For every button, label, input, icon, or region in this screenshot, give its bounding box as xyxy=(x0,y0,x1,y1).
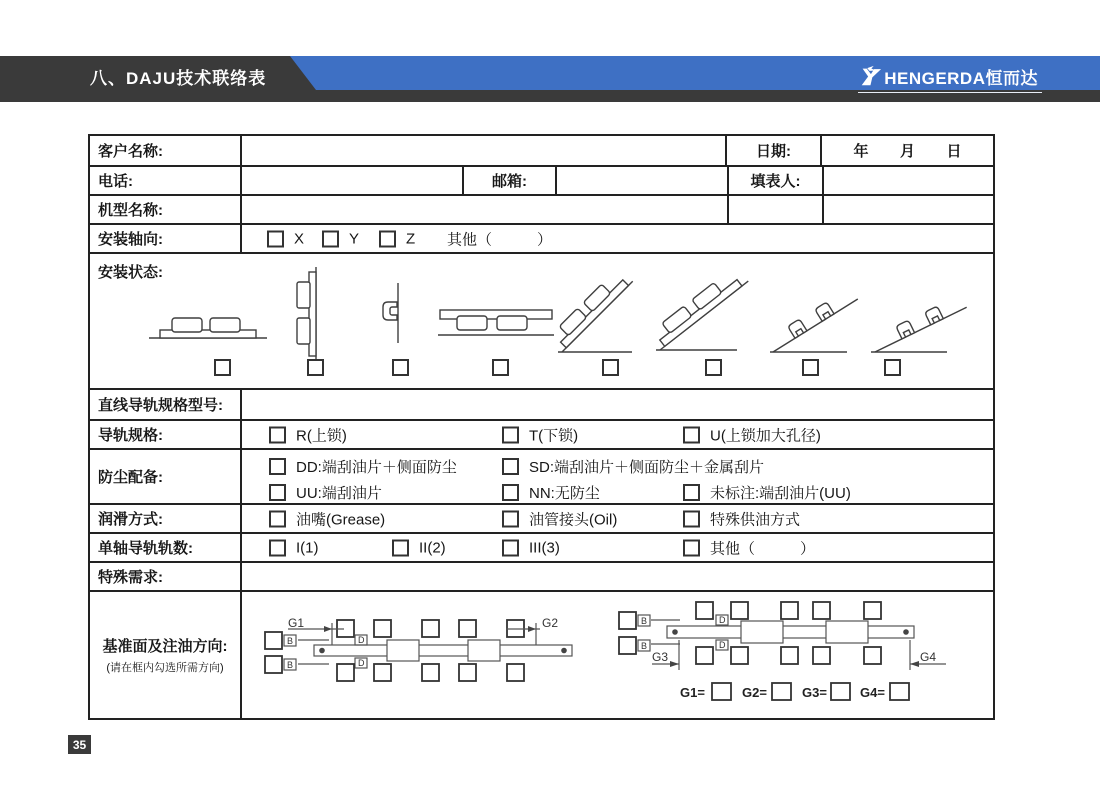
lube-label: 润滑方式: xyxy=(90,505,242,532)
checkbox-lube-special[interactable] xyxy=(683,510,700,527)
checkbox-dust-uu[interactable] xyxy=(269,484,286,501)
datum-direction-checkbox[interactable] xyxy=(422,620,439,637)
rail-count-options xyxy=(242,534,993,561)
row-axis xyxy=(90,223,993,252)
option-dust-sd[interactable] xyxy=(502,456,764,477)
technical-contact-form xyxy=(88,134,995,720)
checkbox-lube-grease[interactable] xyxy=(269,510,286,527)
datum-direction-checkbox[interactable] xyxy=(864,602,881,619)
checkbox-rail-spec-u[interactable] xyxy=(683,426,700,443)
empty-cell xyxy=(727,196,822,223)
datum-d-tag: D xyxy=(719,615,726,625)
g2-value-box[interactable] xyxy=(772,683,791,700)
checkbox-state-6[interactable] xyxy=(705,359,722,376)
datum-b-tag: B xyxy=(287,660,294,670)
checkbox-axis-x[interactable] xyxy=(267,230,284,247)
datum-direction-checkbox[interactable] xyxy=(619,637,636,654)
checkbox-state-8[interactable] xyxy=(884,359,901,376)
datum-direction-checkbox[interactable] xyxy=(813,647,830,664)
option-label: II(2) xyxy=(419,539,446,556)
installation-state-cell xyxy=(90,254,993,388)
g3-value-label: G3= xyxy=(802,685,827,700)
g4-value-label: G4= xyxy=(860,685,885,700)
special-label: 特殊需求: xyxy=(90,563,242,590)
checkbox-state-1[interactable] xyxy=(214,359,231,376)
option-axis-other[interactable] xyxy=(447,228,552,249)
option-label: 特殊供油方式 xyxy=(710,511,801,528)
row-installation-state xyxy=(90,252,993,388)
option-lube-grease[interactable] xyxy=(269,508,385,529)
datum-diagram-left xyxy=(254,614,584,714)
datum-b-tag: B xyxy=(287,636,294,646)
row-rail-spec xyxy=(90,419,993,448)
checkbox-count-1[interactable] xyxy=(269,539,286,556)
option-label: 其他（ ） xyxy=(447,231,553,248)
option-label: 油嘴(Grease) xyxy=(296,511,386,528)
mount-diagram-incline-38 xyxy=(652,262,767,354)
option-label: Z xyxy=(406,230,416,247)
option-label: T(下锁) xyxy=(529,427,579,444)
page-title: 八、DAJU技术联络表 xyxy=(90,69,267,88)
datum-direction-checkbox[interactable] xyxy=(459,664,476,681)
checkbox-count-3[interactable] xyxy=(502,539,519,556)
phone-label: 电话: xyxy=(90,167,242,194)
datum-direction-checkbox[interactable] xyxy=(459,620,476,637)
option-label: UU:端刮油片 xyxy=(296,485,382,502)
datum-direction-checkbox[interactable] xyxy=(696,602,713,619)
checkbox-dust-sd[interactable] xyxy=(502,458,519,475)
option-label: R(上锁) xyxy=(296,427,347,444)
datum-d-tag: D xyxy=(358,658,365,668)
checkbox-lube-oil[interactable] xyxy=(502,510,519,527)
datum-label: 基准面及注油方向: xyxy=(102,638,228,655)
row-lube xyxy=(90,503,993,532)
mount-diagram-inverted xyxy=(437,307,555,339)
model-name-label: 机型名称: xyxy=(90,196,242,223)
checkbox-state-4[interactable] xyxy=(492,359,509,376)
date-unit-year: 年 xyxy=(853,143,869,160)
state-label: 安装状态: xyxy=(98,264,163,281)
g3-value-box[interactable] xyxy=(831,683,850,700)
datum-diagrams xyxy=(242,592,993,718)
special-field[interactable] xyxy=(242,563,993,590)
mount-diagram-incline-32 xyxy=(767,276,872,356)
logo-text: HENGERDA恒而达 xyxy=(884,68,1038,88)
email-label: 邮箱: xyxy=(462,167,555,194)
date-label: 日期: xyxy=(725,136,820,165)
row-guide-model xyxy=(90,388,993,419)
g4-value-box[interactable] xyxy=(890,683,909,700)
row-phone xyxy=(90,165,993,194)
axis-options xyxy=(242,225,993,252)
dim-g3: G3 xyxy=(652,650,669,664)
option-label: I(1) xyxy=(296,539,319,556)
row-customer xyxy=(90,136,993,165)
logo-icon xyxy=(858,65,882,87)
datum-label-cell xyxy=(90,592,242,718)
option-axis-z[interactable] xyxy=(379,230,415,247)
row-model xyxy=(90,194,993,223)
option-rail-spec-u[interactable] xyxy=(683,424,821,445)
option-lube-oil[interactable] xyxy=(502,508,617,529)
datum-d-tag: D xyxy=(358,635,365,645)
row-datum xyxy=(90,590,993,718)
option-rail-spec-r[interactable] xyxy=(269,424,347,445)
datum-direction-checkbox[interactable] xyxy=(696,647,713,664)
option-label: 其他（ ） xyxy=(710,540,816,557)
datum-direction-checkbox[interactable] xyxy=(422,664,439,681)
datum-direction-checkbox[interactable] xyxy=(813,602,830,619)
option-label: 未标注:端刮油片(UU) xyxy=(710,485,851,502)
checkbox-dust-dd[interactable] xyxy=(269,458,286,475)
g2-value-label: G2= xyxy=(742,685,767,700)
datum-diagram-right xyxy=(610,600,955,712)
datum-d-tag: D xyxy=(719,640,726,650)
row-dust xyxy=(90,448,993,503)
option-dust-dd[interactable] xyxy=(269,456,457,477)
checkbox-state-5[interactable] xyxy=(602,359,619,376)
filler-label: 填表人: xyxy=(727,167,822,194)
datum-direction-checkbox[interactable] xyxy=(374,664,391,681)
checkbox-state-7[interactable] xyxy=(802,359,819,376)
customer-name-field[interactable] xyxy=(242,136,725,165)
option-label: U(上锁加大孔径) xyxy=(710,427,821,444)
option-axis-y[interactable] xyxy=(322,230,359,247)
checkbox-state-2[interactable] xyxy=(307,359,324,376)
option-count-1[interactable] xyxy=(269,539,319,556)
datum-direction-checkbox[interactable] xyxy=(265,656,282,673)
datum-direction-checkbox[interactable] xyxy=(864,647,881,664)
datum-sublabel: (请在框内勾选所需方向) xyxy=(106,662,224,674)
datum-b-tag: B xyxy=(641,616,648,626)
option-label: III(3) xyxy=(529,539,560,556)
customer-name-label: 客户名称: xyxy=(90,136,242,165)
option-rail-spec-t[interactable] xyxy=(502,424,578,445)
row-rail-count xyxy=(90,532,993,561)
option-dust-uu[interactable] xyxy=(269,482,382,503)
date-unit-day: 日 xyxy=(946,143,962,160)
datum-direction-checkbox[interactable] xyxy=(507,664,524,681)
company-logo xyxy=(858,61,1042,93)
guide-model-field[interactable] xyxy=(242,390,993,419)
option-dust-nn[interactable] xyxy=(502,482,600,503)
filler-field[interactable] xyxy=(822,167,993,194)
datum-direction-checkbox[interactable] xyxy=(265,632,282,649)
datum-direction-checkbox[interactable] xyxy=(781,647,798,664)
g1-value-box[interactable] xyxy=(712,683,731,700)
option-dust-unmarked[interactable] xyxy=(683,482,851,503)
option-label: NN:无防尘 xyxy=(529,485,600,502)
empty-cell xyxy=(822,196,993,223)
mount-diagram-side xyxy=(380,282,404,344)
row-special xyxy=(90,561,993,590)
option-label: X xyxy=(294,230,305,247)
datum-direction-checkbox[interactable] xyxy=(781,602,798,619)
mount-diagram-incline-26 xyxy=(869,284,974,356)
option-label: SD:端刮油片＋侧面防尘＋金属刮片 xyxy=(529,459,765,476)
phone-field[interactable] xyxy=(242,167,462,194)
option-count-2[interactable] xyxy=(392,539,446,556)
guide-model-label: 直线导轨规格型号: xyxy=(90,390,242,419)
checkbox-count-other[interactable] xyxy=(683,539,700,556)
date-field[interactable] xyxy=(820,136,993,165)
model-name-field[interactable] xyxy=(242,196,727,223)
dim-g2: G2 xyxy=(542,616,559,630)
rail-count-label: 单轴导轨轨数: xyxy=(90,534,242,561)
checkbox-axis-z[interactable] xyxy=(379,230,396,247)
checkbox-dust-unmarked[interactable] xyxy=(683,484,700,501)
option-label: DD:端刮油片＋侧面防尘 xyxy=(296,459,457,476)
rail-spec-label: 导轨规格: xyxy=(90,421,242,448)
g1-value-label: G1= xyxy=(680,685,705,700)
checkbox-rail-spec-r[interactable] xyxy=(269,426,286,443)
date-unit-month: 月 xyxy=(899,143,915,160)
option-count-3[interactable] xyxy=(502,539,560,556)
datum-direction-checkbox[interactable] xyxy=(731,647,748,664)
axis-label: 安装轴向: xyxy=(90,225,242,252)
dim-g4: G4 xyxy=(920,650,937,664)
header-bar xyxy=(0,56,1100,102)
option-label: Y xyxy=(349,230,360,247)
mount-diagram-vertical xyxy=(295,266,323,362)
checkbox-count-2[interactable] xyxy=(392,539,409,556)
option-lube-special[interactable] xyxy=(683,508,800,529)
datum-direction-checkbox[interactable] xyxy=(619,612,636,629)
checkbox-rail-spec-t[interactable] xyxy=(502,426,519,443)
lube-options xyxy=(242,505,993,532)
page-number-badge: 35 xyxy=(68,735,91,754)
datum-direction-checkbox[interactable] xyxy=(731,602,748,619)
checkbox-state-3[interactable] xyxy=(392,359,409,376)
mount-diagram-flat xyxy=(148,307,268,343)
checkbox-dust-nn[interactable] xyxy=(502,484,519,501)
email-field[interactable] xyxy=(555,167,727,194)
datum-direction-checkbox[interactable] xyxy=(337,664,354,681)
rail-spec-options xyxy=(242,421,993,448)
dust-options xyxy=(242,450,993,503)
dust-label: 防尘配备: xyxy=(90,450,242,503)
option-label: 油管接头(Oil) xyxy=(529,511,618,528)
dim-g1: G1 xyxy=(288,616,305,630)
option-count-other[interactable] xyxy=(683,537,815,558)
datum-b-tag: B xyxy=(641,641,648,651)
datum-direction-checkbox[interactable] xyxy=(374,620,391,637)
checkbox-axis-y[interactable] xyxy=(322,230,339,247)
option-axis-x[interactable] xyxy=(267,230,304,247)
mount-diagram-incline-45 xyxy=(554,264,654,356)
